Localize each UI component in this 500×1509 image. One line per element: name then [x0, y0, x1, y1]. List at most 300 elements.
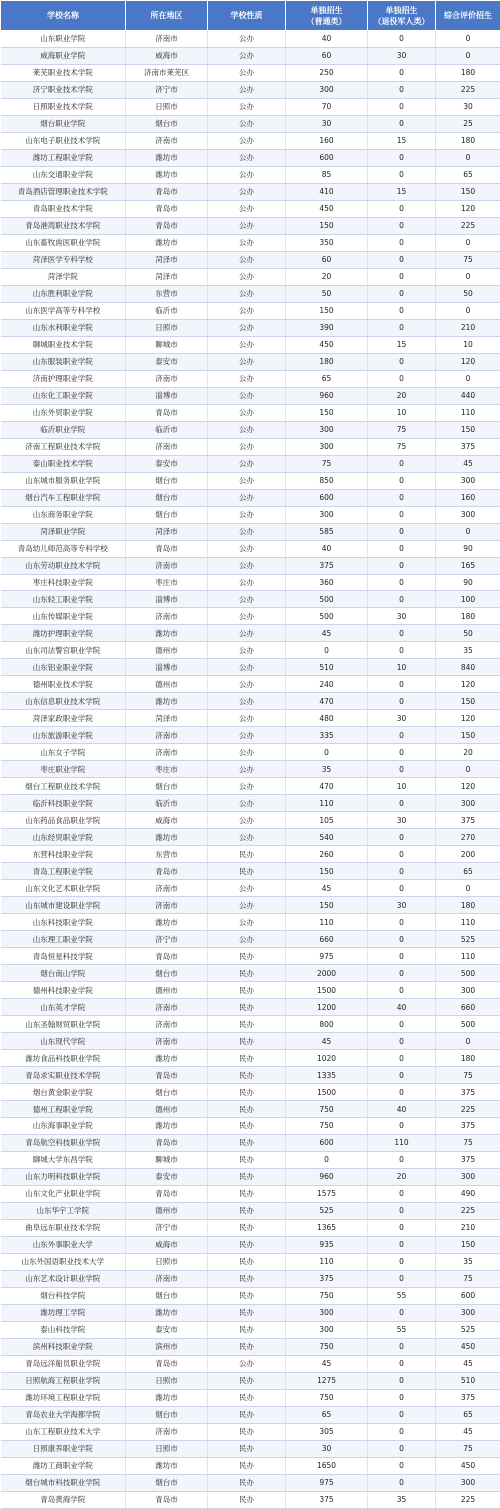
cell-comprehensive: 450: [436, 1338, 500, 1355]
cell-region: 济南市: [126, 727, 208, 744]
cell-region: 潍坊市: [126, 1118, 208, 1135]
cell-comprehensive: 180: [436, 608, 500, 625]
cell-single-veteran: 0: [368, 234, 436, 251]
cell-single-general: 350: [286, 234, 368, 251]
cell-school-type: 公办: [208, 540, 286, 557]
cell-school-name: 潍坊护理职业学院: [1, 625, 126, 642]
cell-single-veteran: 0: [368, 1219, 436, 1236]
cell-single-veteran: 0: [368, 353, 436, 370]
cell-single-veteran: 0: [368, 489, 436, 506]
cell-single-general: 70: [286, 98, 368, 115]
cell-single-general: 110: [286, 795, 368, 812]
cell-single-veteran: 0: [368, 370, 436, 387]
cell-school-type: 公办: [208, 693, 286, 710]
table-row: [1, 812, 500, 829]
cell-comprehensive: 300: [436, 982, 500, 999]
table-row: [1, 574, 500, 591]
cell-single-general: 600: [286, 1134, 368, 1151]
cell-comprehensive: 110: [436, 404, 500, 421]
cell-school-type: 公办: [208, 625, 286, 642]
cell-region: 潍坊市: [126, 1457, 208, 1474]
cell-region: 淄博市: [126, 387, 208, 404]
cell-single-veteran: 0: [368, 98, 436, 115]
cell-comprehensive: 375: [436, 1389, 500, 1406]
table-row: [1, 523, 500, 540]
cell-region: 烟台市: [126, 965, 208, 982]
cell-school-name: 山东外贸职业学院: [1, 404, 126, 421]
cell-school-type: 民办: [208, 863, 286, 880]
table-row: [1, 64, 500, 81]
cell-single-veteran: 0: [368, 1338, 436, 1355]
cell-single-veteran: 0: [368, 676, 436, 693]
cell-school-name: 烟台汽车工程职业学院: [1, 489, 126, 506]
cell-single-veteran: 0: [368, 591, 436, 608]
cell-school-type: 公办: [208, 1355, 286, 1372]
cell-comprehensive: 90: [436, 574, 500, 591]
cell-single-veteran: 0: [368, 1457, 436, 1474]
cell-single-veteran: 0: [368, 574, 436, 591]
cell-single-veteran: 0: [368, 251, 436, 268]
cell-school-type: 民办: [208, 1406, 286, 1423]
cell-school-type: 民办: [208, 965, 286, 982]
cell-single-veteran: 0: [368, 472, 436, 489]
cell-comprehensive: 35: [436, 642, 500, 659]
cell-single-veteran: 20: [368, 387, 436, 404]
cell-comprehensive: 45: [436, 1355, 500, 1372]
cell-comprehensive: 90: [436, 540, 500, 557]
cell-school-type: 民办: [208, 1236, 286, 1253]
table-row: [1, 1033, 500, 1050]
cell-region: 枣庄市: [126, 574, 208, 591]
table-row: [1, 1050, 500, 1067]
cell-single-general: 500: [286, 608, 368, 625]
cell-school-type: 民办: [208, 1287, 286, 1304]
cell-comprehensive: 45: [436, 1423, 500, 1440]
cell-school-type: 公办: [208, 455, 286, 472]
cell-single-veteran: 0: [368, 625, 436, 642]
cell-school-name: 山东胜利职业学院: [1, 285, 126, 302]
table-row: [1, 795, 500, 812]
cell-region: 潍坊市: [126, 1304, 208, 1321]
cell-comprehensive: 510: [436, 1372, 500, 1389]
cell-single-general: 110: [286, 914, 368, 931]
cell-single-general: 1575: [286, 1185, 368, 1202]
cell-region: 济南市: [126, 608, 208, 625]
table-row: [1, 285, 500, 302]
header-single-general: 单独招生 （普通类）: [286, 1, 368, 31]
cell-school-name: 临沂职业学院: [1, 421, 126, 438]
table-row: [1, 778, 500, 795]
table-row: [1, 404, 500, 421]
cell-single-veteran: 40: [368, 1101, 436, 1118]
table-row: [1, 438, 500, 455]
cell-comprehensive: 20: [436, 744, 500, 761]
cell-school-name: 山东华宇工学院: [1, 1202, 126, 1219]
cell-school-name: 曲阜远东职业技术学院: [1, 1219, 126, 1236]
table-row: [1, 1253, 500, 1270]
cell-region: 烟台市: [126, 1474, 208, 1491]
cell-school-name: 潍坊工商职业学院: [1, 1457, 126, 1474]
cell-school-name: 枣庄职业学院: [1, 761, 126, 778]
table-row: [1, 1355, 500, 1372]
table-row: [1, 489, 500, 506]
table-row: [1, 1067, 500, 1084]
cell-school-type: 民办: [208, 846, 286, 863]
cell-school-type: 公办: [208, 897, 286, 914]
cell-region: 烟台市: [126, 1406, 208, 1423]
cell-region: 济南市: [126, 880, 208, 897]
cell-school-name: 潍坊理工学院: [1, 1304, 126, 1321]
cell-single-veteran: 0: [368, 1118, 436, 1135]
cell-comprehensive: 100: [436, 591, 500, 608]
cell-school-name: 滨州科技职业学院: [1, 1338, 126, 1355]
cell-school-name: 日照航海工程职业学院: [1, 1372, 126, 1389]
cell-region: 菏泽市: [126, 710, 208, 727]
table-row: [1, 914, 500, 931]
table-row: [1, 234, 500, 251]
table-row: [1, 1474, 500, 1491]
cell-comprehensive: 120: [436, 778, 500, 795]
cell-single-general: 850: [286, 472, 368, 489]
cell-school-name: 山东旅游职业学院: [1, 727, 126, 744]
table-row: [1, 200, 500, 217]
cell-region: 烟台市: [126, 472, 208, 489]
cell-single-veteran: 0: [368, 1270, 436, 1287]
cell-single-veteran: 0: [368, 1440, 436, 1457]
cell-comprehensive: 200: [436, 846, 500, 863]
table-row: [1, 353, 500, 370]
cell-region: 德州市: [126, 642, 208, 659]
cell-school-name: 山东水利职业学院: [1, 319, 126, 336]
cell-single-general: 1275: [286, 1372, 368, 1389]
cell-school-type: 公办: [208, 183, 286, 200]
cell-comprehensive: 0: [436, 268, 500, 285]
cell-school-name: 烟台工程职业技术学院: [1, 778, 126, 795]
cell-school-name: 山东外国语职业技术大学: [1, 1253, 126, 1270]
cell-single-general: 935: [286, 1236, 368, 1253]
cell-single-veteran: 20: [368, 1168, 436, 1185]
cell-comprehensive: 300: [436, 1474, 500, 1491]
table-row: [1, 1491, 500, 1508]
cell-school-name: 山东海事职业学院: [1, 1118, 126, 1135]
cell-comprehensive: 50: [436, 625, 500, 642]
cell-comprehensive: 75: [436, 1067, 500, 1084]
cell-school-type: 公办: [208, 914, 286, 931]
cell-single-general: 600: [286, 149, 368, 166]
table-row: [1, 1440, 500, 1457]
cell-single-general: 525: [286, 1202, 368, 1219]
cell-comprehensive: 500: [436, 1016, 500, 1033]
cell-comprehensive: 0: [436, 523, 500, 540]
cell-single-veteran: 0: [368, 931, 436, 948]
table-row: [1, 897, 500, 914]
cell-region: 日照市: [126, 98, 208, 115]
cell-school-name: 山东药品食品职业学院: [1, 812, 126, 829]
cell-school-type: 民办: [208, 1372, 286, 1389]
cell-region: 日照市: [126, 1440, 208, 1457]
cell-comprehensive: 375: [436, 1118, 500, 1135]
cell-comprehensive: 75: [436, 1440, 500, 1457]
cell-school-name: 山东职业学院: [1, 31, 126, 48]
cell-single-veteran: 35: [368, 1491, 436, 1508]
cell-region: 济南市: [126, 999, 208, 1016]
cell-school-name: 临沂科技职业学院: [1, 795, 126, 812]
cell-single-veteran: 55: [368, 1321, 436, 1338]
cell-comprehensive: 160: [436, 489, 500, 506]
cell-school-type: 民办: [208, 1491, 286, 1508]
cell-school-name: 泰山科技学院: [1, 1321, 126, 1338]
cell-school-type: 公办: [208, 31, 286, 48]
cell-comprehensive: 450: [436, 1457, 500, 1474]
cell-region: 济南市: [126, 557, 208, 574]
cell-comprehensive: 120: [436, 710, 500, 727]
cell-single-general: 150: [286, 863, 368, 880]
table-row: [1, 1084, 500, 1101]
table-row: [1, 81, 500, 98]
cell-school-type: 公办: [208, 336, 286, 353]
cell-comprehensive: 375: [436, 438, 500, 455]
cell-single-general: 305: [286, 1423, 368, 1440]
cell-school-type: 公办: [208, 574, 286, 591]
cell-single-veteran: 0: [368, 268, 436, 285]
table-row: [1, 1406, 500, 1423]
table-row: [1, 591, 500, 608]
cell-single-general: 105: [286, 812, 368, 829]
table-row: [1, 472, 500, 489]
cell-school-name: 山东文化产业职业学院: [1, 1185, 126, 1202]
cell-single-general: 500: [286, 591, 368, 608]
table-row: [1, 1101, 500, 1118]
cell-region: 济南市莱芜区: [126, 64, 208, 81]
cell-single-general: 300: [286, 81, 368, 98]
cell-single-veteran: 0: [368, 455, 436, 472]
cell-region: 潍坊市: [126, 234, 208, 251]
cell-single-general: 1200: [286, 999, 368, 1016]
cell-single-veteran: 0: [368, 693, 436, 710]
table-row: [1, 1202, 500, 1219]
cell-single-veteran: 40: [368, 999, 436, 1016]
cell-school-name: 山东圣翰财贸职业学院: [1, 1016, 126, 1033]
table-row: [1, 268, 500, 285]
cell-comprehensive: 180: [436, 132, 500, 149]
cell-region: 潍坊市: [126, 1389, 208, 1406]
cell-region: 聊城市: [126, 1151, 208, 1168]
cell-school-name: 青岛港湾职业技术学院: [1, 217, 126, 234]
cell-school-name: 烟台城市科技职业学院: [1, 1474, 126, 1491]
cell-single-veteran: 0: [368, 846, 436, 863]
cell-school-name: 潍坊环境工程职业学院: [1, 1389, 126, 1406]
cell-school-name: 山东电子职业技术学院: [1, 132, 126, 149]
table-row: [1, 1304, 500, 1321]
table-row: [1, 1389, 500, 1406]
cell-region: 济南市: [126, 132, 208, 149]
table-row: [1, 1134, 500, 1151]
cell-single-general: 375: [286, 1270, 368, 1287]
cell-school-type: 公办: [208, 217, 286, 234]
cell-school-type: 公办: [208, 472, 286, 489]
cell-single-veteran: 0: [368, 1304, 436, 1321]
cell-school-type: 公办: [208, 166, 286, 183]
cell-comprehensive: 500: [436, 965, 500, 982]
cell-region: 威海市: [126, 812, 208, 829]
cell-school-name: 青岛恒星科技学院: [1, 948, 126, 965]
cell-single-general: 450: [286, 200, 368, 217]
cell-single-general: 1335: [286, 1067, 368, 1084]
cell-school-type: 公办: [208, 557, 286, 574]
cell-school-name: 山东现代学院: [1, 1033, 126, 1050]
cell-single-veteran: 10: [368, 404, 436, 421]
cell-comprehensive: 300: [436, 1304, 500, 1321]
cell-single-general: 150: [286, 404, 368, 421]
cell-region: 济南市: [126, 897, 208, 914]
cell-comprehensive: 65: [436, 1406, 500, 1423]
cell-single-general: 960: [286, 1168, 368, 1185]
cell-school-name: 山东外事职业大学: [1, 1236, 126, 1253]
cell-comprehensive: 0: [436, 880, 500, 897]
cell-single-veteran: 0: [368, 1372, 436, 1389]
cell-single-veteran: 0: [368, 166, 436, 183]
cell-comprehensive: 375: [436, 812, 500, 829]
cell-single-veteran: 30: [368, 608, 436, 625]
cell-single-general: 1365: [286, 1219, 368, 1236]
cell-single-veteran: 0: [368, 1067, 436, 1084]
cell-region: 济南市: [126, 1033, 208, 1050]
cell-school-name: 德州工程职业学院: [1, 1101, 126, 1118]
cell-single-general: 660: [286, 931, 368, 948]
cell-region: 济宁市: [126, 81, 208, 98]
cell-school-name: 菏泽医学专科学校: [1, 251, 126, 268]
cell-region: 烟台市: [126, 506, 208, 523]
cell-comprehensive: 225: [436, 1202, 500, 1219]
cell-school-type: 公办: [208, 710, 286, 727]
cell-region: 德州市: [126, 676, 208, 693]
cell-single-general: 1500: [286, 1084, 368, 1101]
cell-school-type: 公办: [208, 370, 286, 387]
cell-comprehensive: 180: [436, 64, 500, 81]
table-row: [1, 132, 500, 149]
cell-comprehensive: 0: [436, 302, 500, 319]
table-row: [1, 999, 500, 1016]
cell-single-veteran: 0: [368, 1406, 436, 1423]
cell-region: 烟台市: [126, 489, 208, 506]
cell-region: 威海市: [126, 1236, 208, 1253]
cell-school-type: 民办: [208, 1457, 286, 1474]
table-row: [1, 1236, 500, 1253]
cell-comprehensive: 65: [436, 166, 500, 183]
cell-single-veteran: 0: [368, 1016, 436, 1033]
cell-school-type: 公办: [208, 812, 286, 829]
cell-single-general: 150: [286, 897, 368, 914]
cell-single-veteran: 0: [368, 880, 436, 897]
cell-single-general: 300: [286, 438, 368, 455]
cell-region: 德州市: [126, 1101, 208, 1118]
cell-school-type: 公办: [208, 489, 286, 506]
cell-region: 临沂市: [126, 795, 208, 812]
cell-school-type: 民办: [208, 1101, 286, 1118]
cell-school-type: 民办: [208, 1270, 286, 1287]
table-row: [1, 421, 500, 438]
cell-comprehensive: 210: [436, 319, 500, 336]
cell-region: 青岛市: [126, 540, 208, 557]
cell-comprehensive: 120: [436, 200, 500, 217]
cell-school-type: 民办: [208, 1423, 286, 1440]
cell-region: 泰安市: [126, 1168, 208, 1185]
cell-single-general: 470: [286, 778, 368, 795]
cell-region: 青岛市: [126, 183, 208, 200]
cell-school-name: 山东力明科技职业学院: [1, 1168, 126, 1185]
cell-single-general: 750: [286, 1287, 368, 1304]
table-row: [1, 1423, 500, 1440]
cell-single-veteran: 0: [368, 1389, 436, 1406]
cell-single-veteran: 0: [368, 1050, 436, 1067]
cell-region: 潍坊市: [126, 625, 208, 642]
table-row: [1, 336, 500, 353]
cell-single-veteran: 0: [368, 744, 436, 761]
cell-comprehensive: 375: [436, 1151, 500, 1168]
cell-region: 济宁市: [126, 931, 208, 948]
cell-single-veteran: 0: [368, 1355, 436, 1372]
cell-region: 日照市: [126, 1372, 208, 1389]
cell-school-name: 山东信息职业技术学院: [1, 693, 126, 710]
cell-comprehensive: 75: [436, 1270, 500, 1287]
cell-region: 潍坊市: [126, 149, 208, 166]
cell-school-type: 民办: [208, 1050, 286, 1067]
cell-school-type: 公办: [208, 251, 286, 268]
cell-single-general: 1500: [286, 982, 368, 999]
table-row: [1, 319, 500, 336]
cell-school-name: 山东文化艺术职业学院: [1, 880, 126, 897]
cell-single-veteran: 0: [368, 149, 436, 166]
cell-single-general: 45: [286, 1355, 368, 1372]
cell-school-name: 烟台职业学院: [1, 115, 126, 132]
cell-single-general: 1650: [286, 1457, 368, 1474]
table-row: [1, 540, 500, 557]
cell-school-type: 公办: [208, 200, 286, 217]
cell-single-veteran: 15: [368, 183, 436, 200]
cell-region: 东营市: [126, 846, 208, 863]
cell-region: 潍坊市: [126, 914, 208, 931]
cell-region: 烟台市: [126, 1287, 208, 1304]
table-header: [1, 1, 500, 31]
cell-single-general: 30: [286, 115, 368, 132]
cell-school-type: 公办: [208, 132, 286, 149]
cell-single-general: 300: [286, 506, 368, 523]
cell-comprehensive: 660: [436, 999, 500, 1016]
header-school-type: 学校性质: [208, 1, 286, 31]
cell-single-general: 375: [286, 1491, 368, 1508]
cell-school-name: 青岛远洋船员职业学院: [1, 1355, 126, 1372]
cell-region: 济南市: [126, 1016, 208, 1033]
cell-single-veteran: 0: [368, 64, 436, 81]
cell-single-general: 375: [286, 557, 368, 574]
cell-single-general: 975: [286, 1474, 368, 1491]
cell-school-type: 民办: [208, 1168, 286, 1185]
cell-region: 青岛市: [126, 1491, 208, 1508]
cell-school-name: 日照职业技术学院: [1, 98, 126, 115]
cell-school-type: 民办: [208, 1304, 286, 1321]
cell-region: 泰安市: [126, 353, 208, 370]
table-row: [1, 47, 500, 64]
cell-comprehensive: 270: [436, 829, 500, 846]
cell-single-general: 60: [286, 251, 368, 268]
cell-region: 菏泽市: [126, 523, 208, 540]
cell-school-name: 青岛职业技术学院: [1, 200, 126, 217]
cell-single-veteran: 0: [368, 1084, 436, 1101]
cell-school-type: 民办: [208, 1151, 286, 1168]
table-row: [1, 880, 500, 897]
table-row: [1, 625, 500, 642]
cell-comprehensive: 110: [436, 948, 500, 965]
